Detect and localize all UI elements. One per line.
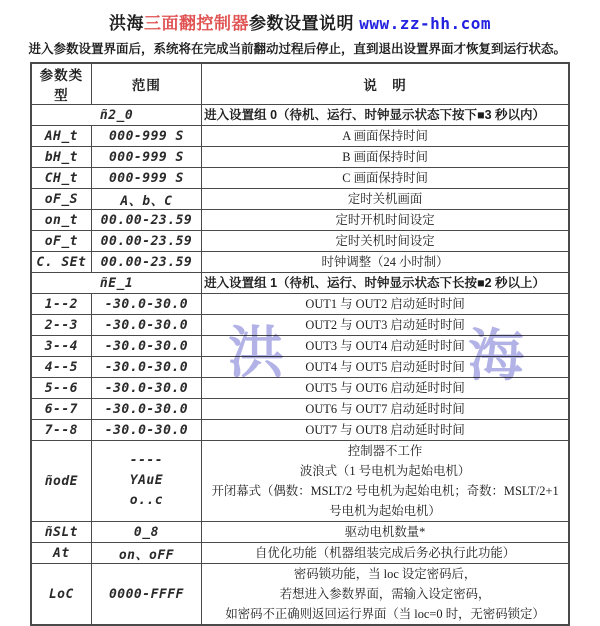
desc-line: 如密码不正确则返回运行界面（当 loc=0 时，无密码锁定） [225,607,545,621]
param-desc: OUT3 与 OUT4 启动延时时间 [202,336,569,357]
param-desc: OUT7 与 OUT8 启动延时时间 [202,420,569,441]
param-range: 0000-FFFF [91,564,201,626]
group-desc: 进入设置组 0（待机、运行、时钟显示状态下按下■3 秒以内） [202,105,569,126]
group-code: ñ2_0 [31,105,202,126]
param-row-aht [31,126,569,147]
param-desc: 定时关机时间设定 [202,231,569,252]
param-row-6-7 [31,399,569,420]
param-range: -30.0-30.0 [91,420,201,441]
param-range: 000-999 S [91,168,201,189]
params-table [30,62,570,626]
param-range: -30.0-30.0 [91,336,201,357]
col-header-type: 参数类型 [31,63,91,105]
param-row-mslt [31,522,569,543]
param-code: oF_t [31,231,91,252]
param-desc: 驱动电机数量* [202,522,569,543]
param-range: 00.00-23.59 [91,210,201,231]
param-code: 4--5 [31,357,91,378]
param-row-cset [31,252,569,273]
param-code: AH_t [31,126,91,147]
param-code: LoC [31,564,91,626]
param-desc: OUT5 与 OUT6 启动延时时间 [202,378,569,399]
param-desc-options [202,441,569,522]
table-header-row [31,63,569,105]
param-range: on、oFF [91,543,201,564]
desc-line: 控制器不工作 [347,444,423,458]
title-product: 三面翻控制器 [144,14,250,33]
param-code: 5--6 [31,378,91,399]
page-title [0,9,600,34]
param-row-loc [31,564,569,626]
param-code: on_t [31,210,91,231]
param-row-at [31,543,569,564]
desc-line: 开闭幕式（偶数：MSLT/2 号电机为起始电机；奇数：MSLT/2+1 号电机为起始电机） [211,484,559,518]
param-code: CH_t [31,168,91,189]
param-desc-lines [202,564,569,626]
site-url[interactable]: www.zz-hh.com [359,14,491,33]
param-range: -30.0-30.0 [91,294,201,315]
param-row-mode [31,441,569,522]
range-option: o..c [129,493,164,508]
param-desc: 自优化功能（机器组装完成后务必执行此功能） [202,543,569,564]
param-row-1-2 [31,294,569,315]
group-row-1 [31,273,569,294]
param-range: -30.0-30.0 [91,399,201,420]
param-range: 00.00-23.59 [91,231,201,252]
col-header-desc: 说 明 [202,63,569,105]
param-row-bht [31,147,569,168]
param-row-ofs [31,189,569,210]
param-code: 2--3 [31,315,91,336]
watermark-left: 洪 [228,321,284,384]
param-desc: 时钟调整（24 小时制） [202,252,569,273]
subtitle: 进入参数设置界面后，系统将在完成当前翻动过程后停止，直到退出设置界面才恢复到运行状态。 [28,42,567,56]
param-range: -30.0-30.0 [91,378,201,399]
param-code: ñodE [31,441,91,522]
param-desc: 定时开机时间设定 [202,210,569,231]
range-option: YAuE [129,473,164,488]
param-range: 00.00-23.59 [91,252,201,273]
desc-line: 若想进入参数界面，需输入设定密码， [279,587,491,601]
param-desc: OUT2 与 OUT3 启动延时时间 [202,315,569,336]
param-code: 6--7 [31,399,91,420]
param-code: oF_S [31,189,91,210]
group-row-0 [31,105,569,126]
param-desc: OUT4 与 OUT5 启动延时时间 [202,357,569,378]
param-desc: 定时关机画面 [202,189,569,210]
param-desc: OUT6 与 OUT7 启动延时时间 [202,399,569,420]
param-desc: C 画面保持时间 [202,168,569,189]
param-range: A、b、C [91,189,201,210]
param-desc: B 画面保持时间 [202,147,569,168]
param-row-ont [31,210,569,231]
param-code: 7--8 [31,420,91,441]
param-code: At [31,543,91,564]
watermark-right: 海 [468,324,524,387]
param-code: bH_t [31,147,91,168]
param-row-5-6 [31,378,569,399]
param-desc: OUT1 与 OUT2 启动延时时间 [202,294,569,315]
param-range: -30.0-30.0 [91,357,201,378]
range-option: ---- [129,453,164,468]
param-code: 3--4 [31,336,91,357]
param-row-4-5 [31,357,569,378]
param-row-oft [31,231,569,252]
param-row-cht [31,168,569,189]
param-range: 0_8 [91,522,201,543]
param-code: C. SEt [31,252,91,273]
title-brand: 洪海 [109,14,145,33]
title-doc: 参数设置说明 [249,14,355,33]
col-header-range: 范围 [91,63,201,105]
param-row-7-8 [31,420,569,441]
desc-line: 密码锁功能，当 loc 设定密码后， [293,567,477,581]
param-code: ñSLt [31,522,91,543]
param-range: -30.0-30.0 [91,315,201,336]
param-desc: A 画面保持时间 [202,126,569,147]
param-row-3-4 [31,336,569,357]
param-range: 000-999 S [91,126,201,147]
group-desc: 进入设置组 1（待机、运行、时钟显示状态下长按■2 秒以上） [202,273,569,294]
desc-line: 波浪式（1 号电机为起始电机） [299,464,471,478]
param-row-2-3 [31,315,569,336]
group-code: ñE_1 [31,273,202,294]
param-code: 1--2 [31,294,91,315]
param-range-options [91,441,201,522]
param-range: 000-999 S [91,147,201,168]
